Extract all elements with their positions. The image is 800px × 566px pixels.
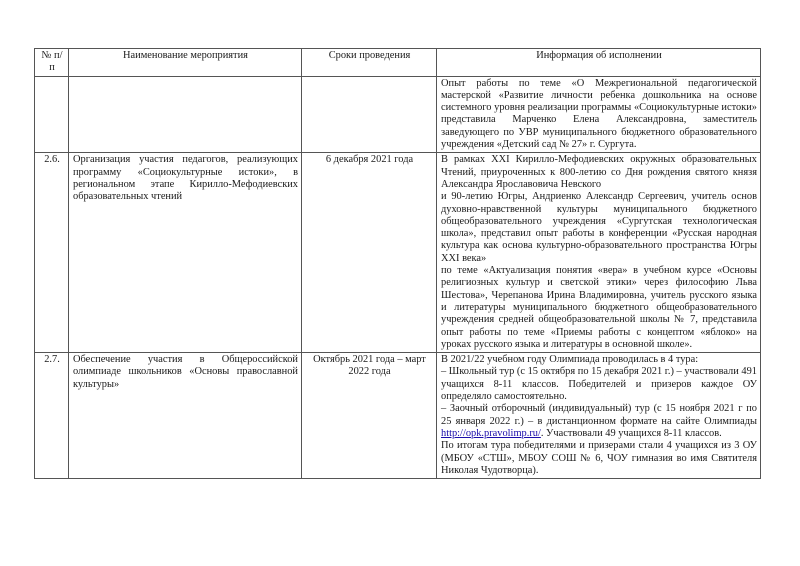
table-row [35,353,761,479]
row-name [69,76,302,153]
row-info [437,153,761,353]
header-name: Наименование мероприятия [69,49,302,77]
info-text: – Заочный отборочный (индивидуальный) тур (с 15 ноября 2021 г по 25 января 2022 г.) – в дистанционном формате на сайте Олимпиады [441,403,757,427]
header-num: № п/п [35,49,69,77]
row-dates: Октябрь 2021 года – март 2022 года [302,353,437,479]
events-table [34,48,761,479]
header-dates: Сроки проведения [302,49,437,77]
info-paragraph: Опыт работы по теме «О Межрегиональной педагогической мастерской «Развитие личности ребенка дошкольника на основе системного уровня реализации программы «Социокультурные истоки» представила Марченко Елена Александровна, заместитель заведующего по УВР муниципального бюджетного образовательного учреждения «Детский сад № 27» г. Сургута. [441,77,757,151]
table-row [35,153,761,353]
olympiad-site-link[interactable]: http://opk.pravolimp.ru/ [441,427,541,439]
row-name: Организация участия педагогов, реализующих программу «Социокультурные истоки», в региональном этапе Кирилло-Мефодиевских образовательных чтений [69,153,302,353]
info-text: . Участвовали 49 учащихся 8-11 классов. [540,427,722,439]
table-row [35,76,761,153]
info-paragraph: По итогам тура победителями и призерами стали 4 учащихся из 3 ОУ (МБОУ «СТШ», МБОУ СОШ № 6, ЧОУ гимназия во имя Святителя Николая Чудотворца). [441,440,757,476]
info-paragraph: по теме «Актуализация понятия «вера» в учебном курсе «Основы религиозных культур и светской этики» через философию Льва Шестова», Черепанова Ирина Владимировна, учитель русского языка и литературы муниципального бюджетного общеобразовательного учреждения средней общеобразовательной школы № 7, представила опыт работы по теме «Приемы работы с концептом «яблоко» на уроках русского языка и литературы в основной школе». [441,265,757,350]
info-paragraph: и 90-летию Югры, Андриенко Александр Сергеевич, учитель основ духовно-нравственной культуры муниципального бюджетного общеобразовательного учреждения «Сургутская технологическая школа», представил опыт работы в конференции «Русская народная культура как основа культурно-образовательного пространства Югры XXI века» [441,191,757,264]
info-paragraph: – Школьный тур (с 15 октября по 15 декабря 2021 г.) – участвовали 491 учащихся 8-11 классов. Победителей и призеров каждое ОУ определяло самостоятельно. [441,366,757,403]
row-dates: 6 декабря 2021 года [302,153,437,353]
header-info: Информация об исполнении [437,49,761,77]
row-info [437,76,761,153]
row-num: 2.7. [35,353,69,479]
row-dates [302,76,437,153]
row-num: 2.6. [35,153,69,353]
table-header-row [35,49,761,77]
info-paragraph: В 2021/22 учебном году Олимпиада проводилась в 4 тура: [441,354,699,366]
info-paragraph [441,403,757,440]
row-info [437,353,761,479]
info-paragraph: В рамках XXI Кирилло-Мефодиевских окружных образовательных Чтений, приуроченных к 800-летию со Дня рождения святого князя Александра Ярославовича Невского [441,154,757,190]
row-num [35,76,69,153]
row-name: Обеспечение участия в Общероссийской олимпиаде школьников «Основы православной культуры» [69,353,302,479]
